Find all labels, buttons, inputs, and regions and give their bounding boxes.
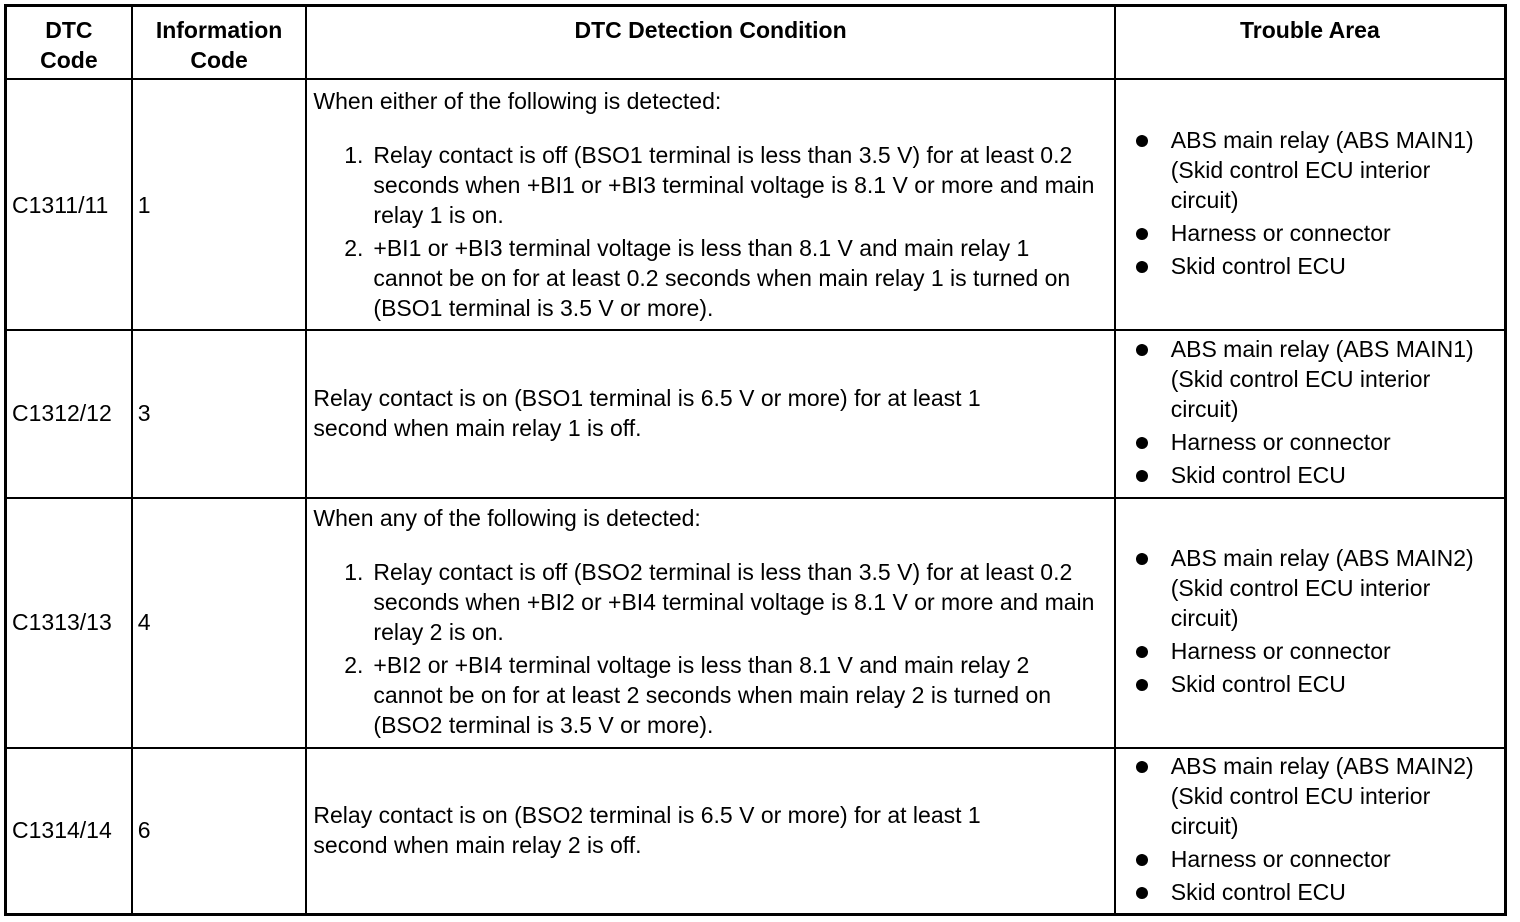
information-code: 6 [137, 817, 151, 843]
trouble-area-list [1136, 543, 1502, 702]
trouble-area-list [1136, 334, 1502, 493]
trouble-area-text: ABS main relay (ABS MAIN2) (Skid control ECU interior circuit) [1170, 752, 1474, 839]
dtc-code: C1313/13 [12, 609, 112, 635]
condition-item-number: 1. [344, 559, 364, 585]
condition-list [313, 140, 1103, 323]
condition-item-text: +BI2 or +BI4 terminal voltage is less than 8.1 V and main relay 2 cannot be on for at least 2 seconds when main relay 2 is turned on (BSO2 terminal is 3.5 V or more). [373, 652, 1052, 738]
trouble-area-text: ABS main relay (ABS MAIN1) (Skid control ECU interior circuit) [1170, 127, 1474, 213]
bullet-icon [1136, 679, 1148, 691]
table-row [7, 329, 1504, 499]
trouble-area-text: Harness or connector [1170, 845, 1391, 872]
condition-text: Relay contact is on (BSO1 terminal is 6.5 V or more) for at least 1 second when main relay 1 is off. [313, 385, 981, 441]
dtc-code: C1312/12 [12, 400, 112, 426]
information-code: 3 [137, 400, 151, 426]
trouble-area-text: Harness or connector [1170, 220, 1391, 246]
bullet-icon [1136, 261, 1148, 273]
trouble-area-item [1136, 218, 1502, 248]
condition-intro: When any of the following is detected: [313, 505, 701, 531]
header-detection-condition: DTC Detection Condition [307, 7, 1115, 78]
condition-intro: When either of the following is detected: [313, 88, 722, 114]
information-code: 4 [137, 609, 151, 635]
table-header-row [7, 7, 1504, 80]
table-row [7, 497, 1504, 749]
bullet-icon [1136, 854, 1148, 866]
dtc-table [4, 4, 1507, 916]
trouble-area-item [1136, 844, 1502, 874]
dtc-code-cell [7, 329, 133, 497]
condition-item-number: 2. [344, 235, 364, 261]
trouble-area-cell [1116, 497, 1504, 747]
condition-item [313, 650, 1103, 740]
dtc-code: C1314/14 [12, 817, 112, 843]
condition-item-number: 1. [344, 142, 364, 168]
trouble-area-cell [1116, 329, 1504, 497]
condition-cell [307, 497, 1115, 747]
bullet-icon [1136, 344, 1148, 356]
dtc-code: C1311/11 [12, 191, 109, 218]
bullet-icon [1136, 437, 1148, 449]
dtc-code-cell [7, 747, 133, 913]
trouble-area-text: Harness or connector [1170, 428, 1391, 455]
condition-item [313, 140, 1103, 230]
bullet-icon [1136, 646, 1148, 658]
condition-item-text: +BI1 or +BI3 terminal voltage is less than 8.1 V and main relay 1 cannot be on for at least 0.2 seconds when main relay 1 is turned on (BSO1 terminal is 3.5 V or more). [373, 235, 1071, 321]
trouble-area-item [1136, 334, 1502, 424]
trouble-area-text: Skid control ECU [1170, 461, 1346, 488]
header-information-code: Information Code [133, 7, 308, 78]
trouble-area-text: Skid control ECU [1170, 253, 1346, 279]
bullet-icon [1136, 470, 1148, 482]
trouble-area-text: Skid control ECU [1170, 878, 1346, 905]
condition-list [313, 557, 1103, 740]
bullet-icon [1136, 228, 1148, 240]
dtc-code-cell [7, 497, 133, 747]
bullet-icon [1136, 135, 1148, 147]
dtc-code-cell [7, 80, 133, 329]
header-dtc-code: DTC Code [7, 7, 133, 78]
information-code-cell [133, 80, 308, 329]
condition-item-text: Relay contact is off (BSO1 terminal is less than 3.5 V) for at least 0.2 seconds when +BI1 or +BI3 terminal voltage is 8.1 V or more and main relay 1 is on. [373, 142, 1095, 228]
condition-cell [307, 747, 1115, 913]
bullet-icon [1136, 553, 1148, 565]
information-code-cell [133, 497, 308, 747]
table-row [7, 747, 1504, 913]
bullet-icon [1136, 887, 1148, 899]
trouble-area-item [1136, 636, 1502, 666]
condition-cell [307, 329, 1115, 497]
condition-item [313, 233, 1103, 323]
trouble-area-cell [1116, 80, 1504, 329]
header-trouble-area: Trouble Area [1240, 17, 1380, 43]
trouble-area-item [1136, 751, 1502, 841]
trouble-area-item [1136, 125, 1502, 215]
trouble-area-list [1136, 125, 1502, 284]
information-code-cell [133, 329, 308, 497]
trouble-area-item [1136, 460, 1502, 490]
trouble-area-item [1136, 543, 1502, 633]
condition-cell [307, 80, 1115, 329]
trouble-area-item [1136, 877, 1502, 907]
trouble-area-cell [1116, 747, 1504, 913]
information-code-cell [133, 747, 308, 913]
trouble-area-text: ABS main relay (ABS MAIN1) (Skid control ECU interior circuit) [1170, 335, 1474, 422]
condition-text: Relay contact is on (BSO2 terminal is 6.5 V or more) for at least 1 second when main relay 2 is off. [313, 802, 981, 858]
trouble-area-list [1136, 751, 1502, 910]
table-row [7, 80, 1504, 331]
trouble-area-item [1136, 427, 1502, 457]
trouble-area-text: Harness or connector [1170, 637, 1391, 664]
condition-item-text: Relay contact is off (BSO2 terminal is less than 3.5 V) for at least 0.2 seconds when +BI2 or +BI4 terminal voltage is 8.1 V or more and main relay 2 is on. [373, 559, 1095, 645]
trouble-area-text: ABS main relay (ABS MAIN2) (Skid control ECU interior circuit) [1170, 544, 1474, 631]
bullet-icon [1136, 761, 1148, 773]
trouble-area-item [1136, 669, 1502, 699]
condition-item-number: 2. [344, 652, 364, 678]
information-code: 1 [137, 191, 151, 218]
trouble-area-item [1136, 251, 1502, 281]
condition-item [313, 557, 1103, 647]
trouble-area-text: Skid control ECU [1170, 670, 1346, 697]
